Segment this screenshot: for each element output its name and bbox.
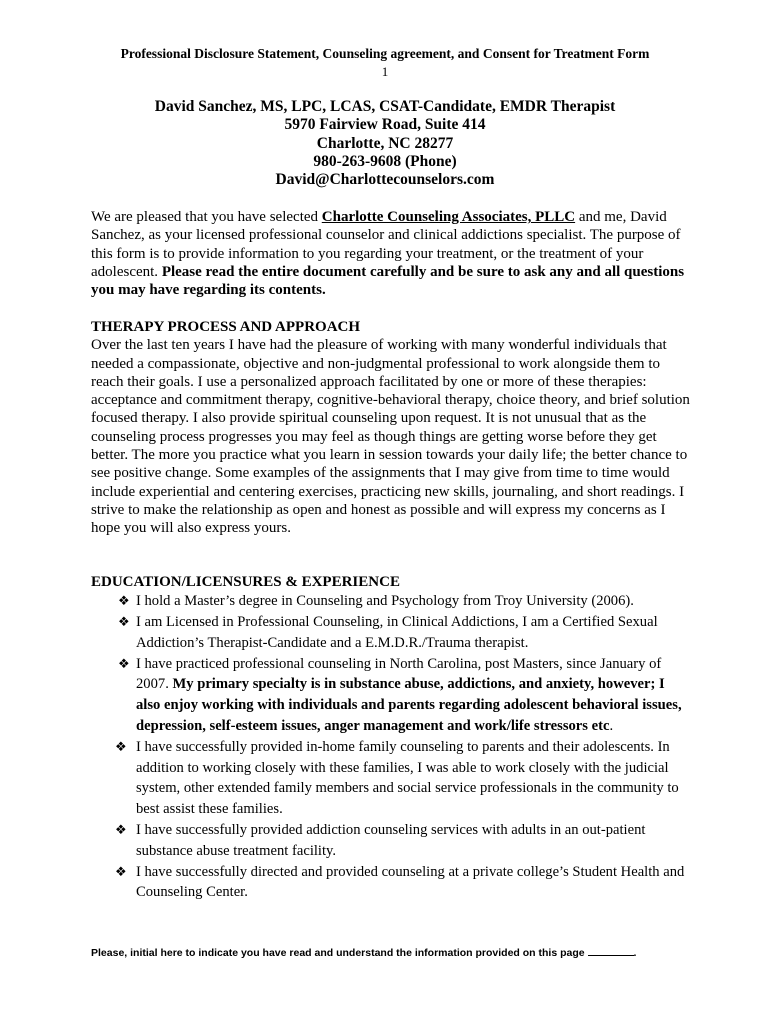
page-number: 1 bbox=[381, 64, 389, 79]
therapy-section bbox=[91, 318, 691, 538]
education-section-title: EDUCATION/LICENSURES & EXPERIENCE bbox=[91, 574, 400, 590]
address-line-1: 5970 Fairview Road, Suite 414 bbox=[284, 116, 486, 134]
intro-text-2: and me, David Sanchez, as your licensed professional counselor and clinical addictions specialist. The purpose of this form is to provide information to you regarding your treatment, or the treatment of your adolescent. bbox=[91, 209, 681, 280]
education-list-primary bbox=[91, 591, 691, 737]
education-section bbox=[91, 573, 691, 903]
list-item: ❖ I have practiced professional counseling in North Carolina, post Masters, since January of 2007. My primary specialty is in substance abuse, addictions, and anxiety, however; I also enjoy working with individuals and parents regarding adolescent behavioral issues, depression, self-esteem issues, anger management and work/life stressors etc. bbox=[118, 655, 682, 735]
diamond-bullet-icon: ❖ bbox=[115, 822, 127, 838]
list-item: ❖ I hold a Master’s degree in Counseling and Psychology from Troy University (2006). bbox=[91, 591, 691, 612]
list-item: ❖ I have successfully provided in-home family counseling to parents and their adolescents. In addition to working closely with these families, I was able to work closely with the judicial system, other extended family members and social service professionals in the community to best assist these families. bbox=[115, 738, 679, 818]
diamond-bullet-icon: ❖ bbox=[115, 738, 127, 754]
list-item: ❖ I have successfully provided addiction counseling services with adults in an out-patient substance abuse treatment facility. bbox=[115, 822, 646, 859]
diamond-bullet-icon: ❖ bbox=[118, 614, 130, 630]
phone-number: 980-263-9608 (Phone) bbox=[313, 152, 457, 170]
specialty-bold-text: My primary specialty is in substance abuse, addictions, and anxiety, however; I also enjoy working with individuals and parents regarding adolescent behavioral issues, depression, self-esteem issues, anger management and work/life stressors etc bbox=[136, 676, 682, 735]
list-item: ❖ I am Licensed in Professional Counseling, in Clinical Addictions, I am a Certified Sexual Addiction’s Therapist-Candidate and a E.M.D.R./Trauma therapist. bbox=[118, 614, 658, 651]
footer-text: Please, initial here to indicate you have read and understand the information provided on this page bbox=[91, 947, 585, 959]
counselor-name: David Sanchez, MS, LPC, LCAS, CSAT-Candidate, EMDR Therapist bbox=[154, 98, 616, 115]
initial-footer: Please, initial here to indicate you have read and understand the information provided on this page . bbox=[91, 947, 637, 959]
education-list-secondary bbox=[91, 737, 691, 903]
initial-field[interactable] bbox=[588, 946, 634, 956]
diamond-bullet-icon: ❖ bbox=[118, 593, 130, 609]
therapy-body: Over the last ten years I have had the pleasure of working with many wonderful individuals that needed a compassionate, objective and non-judgmental professional to work alongside them to reach their goals. I use a personalized approach facilitated by one or more of these therapies: acceptance and commitment therapy, cognitive-behavioral therapy, choice theory, and brief solution focused therapy. I also provide spiritual counseling upon request. It is not unusual that as the counseling process progresses you may feel as though things are getting worse before they get better. The more you practice what you learn in session towards your daily life; the better chance to see positive change. Some examples of the assignments that I may give from time to time would include experiential and centering exercises, practicing new skills, journaling, and short readings. I strive to make the relationship as open and honest as possible and will express my concerns as I hope you will also express yours. bbox=[91, 337, 690, 537]
email-address: David@Charlottecounselors.com bbox=[275, 171, 495, 189]
contact-block bbox=[0, 98, 770, 189]
therapy-section-title: THERAPY PROCESS AND APPROACH bbox=[91, 319, 361, 335]
address-line-2: Charlotte, NC 28277 bbox=[316, 134, 454, 152]
diamond-bullet-icon: ❖ bbox=[115, 863, 127, 879]
list-item: ❖ I have successfully directed and provided counseling at a private college’s Student Health and Counseling Center. bbox=[115, 863, 685, 901]
intro-paragraph bbox=[91, 208, 691, 299]
intro-bold-text: Please read the entire document carefully and be sure to ask any and all questions you may have regarding its contents. bbox=[91, 263, 685, 299]
intro-text-1: We are pleased that you have selected bbox=[91, 209, 322, 225]
company-name: Charlotte Counseling Associates, PLLC bbox=[321, 209, 576, 225]
diamond-bullet-icon: ❖ bbox=[118, 655, 130, 671]
document-title: Professional Disclosure Statement, Counseling agreement, and Consent for Treatment Form bbox=[120, 46, 650, 61]
